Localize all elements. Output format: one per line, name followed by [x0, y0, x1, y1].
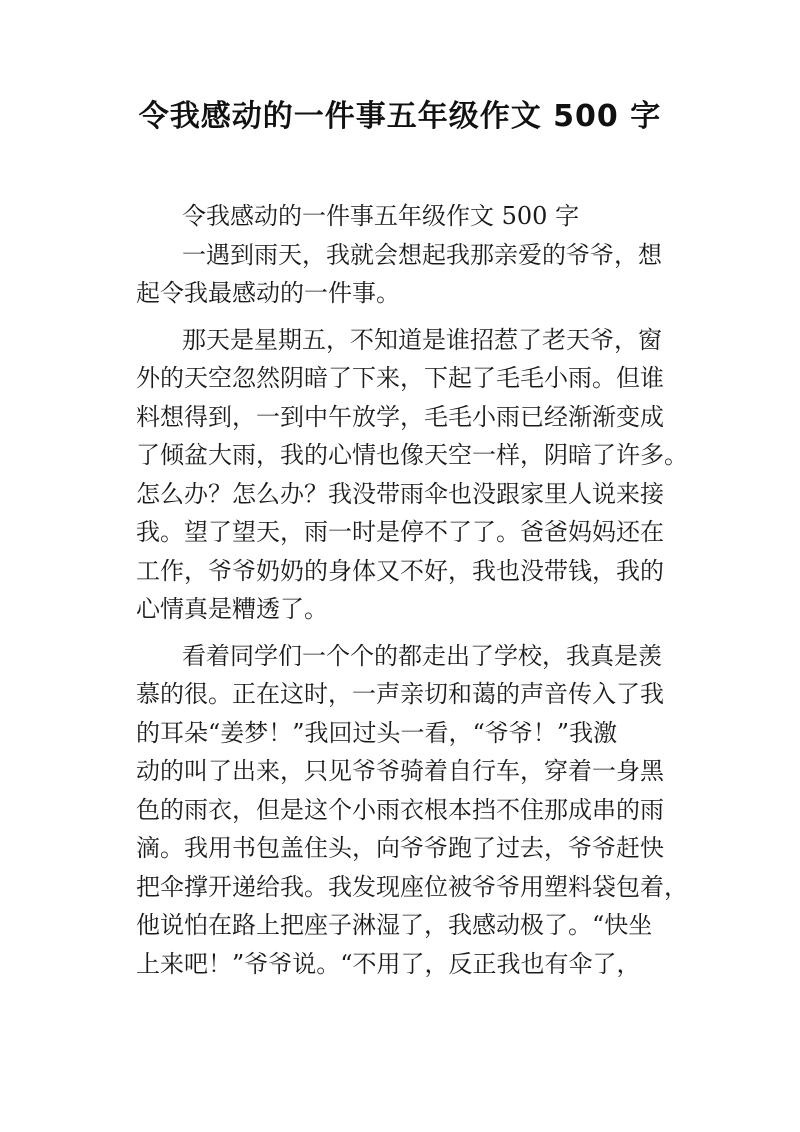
paragraph-line: 滴。我用书包盖住头，向爷爷跑了过去，爷爷赶快	[136, 834, 664, 862]
paragraph-line: 外的天空忽然阴暗了下来，下起了毛毛小雨。但谁	[136, 364, 664, 392]
paragraph-line: 心情真是糟透了。	[136, 595, 328, 623]
paragraph-line: 把伞撑开递给我。我发现座位被爷爷用塑料袋包着，	[136, 872, 688, 901]
paragraph-line: 的耳朵“姜梦！”我回过头一看，“爷爷！”我激	[136, 718, 618, 747]
paragraph-line: 令我感动的一件事五年级作文 500 字	[182, 202, 580, 230]
paragraph-line: 料想得到，一到中午放学，毛毛小雨已经渐渐变成	[136, 402, 664, 431]
paragraph-line: 他说怕在路上把座子淋湿了，我感动极了。“快坐	[136, 911, 653, 939]
paragraph-line: 我。望了望天，雨一时是停不了了。爸爸妈妈还在	[136, 518, 664, 546]
paragraph-line: 动的叫了出来，只见爷爷骑着自行车，穿着一身黑	[136, 757, 664, 785]
paragraph-line: 了倾盆大雨，我的心情也像天空一样，阴暗了许多。	[136, 441, 688, 469]
paragraph-line: 起令我最感动的一件事。	[136, 279, 400, 307]
paragraph-line: 工作，爷爷奶奶的身体又不好，我也没带钱，我的	[136, 556, 664, 585]
paragraph-line: 怎么办？怎么办？我没带雨伞也没跟家里人说来接	[136, 479, 664, 508]
paragraph-line: 看着同学们一个个的都走出了学校，我真是羡	[182, 641, 662, 670]
paragraph-line: 上来吧！”爷爷说。“不用了，反正我也有伞了，	[136, 949, 641, 978]
paragraph-line: 慕的很。正在这时，一声亲切和蔼的声音传入了我	[136, 680, 664, 708]
paragraph-line: 那天是星期五，不知道是谁招惹了老天爷，窗	[182, 325, 662, 354]
paragraph-line: 色的雨衣，但是这个小雨衣根本挡不住那成串的雨	[136, 795, 664, 824]
paragraph-line: 一遇到雨天，我就会想起我那亲爱的爷爷，想	[182, 240, 662, 269]
document-body	[136, 197, 688, 983]
document-title: 令我感动的一件事五年级作文 500 字	[138, 99, 662, 134]
